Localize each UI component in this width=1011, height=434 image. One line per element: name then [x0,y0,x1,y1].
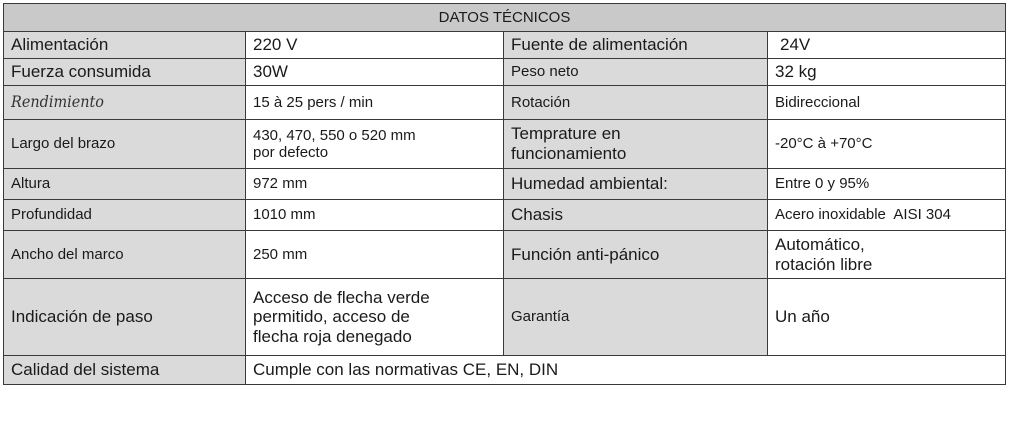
spec-label: Rendimiento [4,86,246,120]
table-row [4,59,1006,86]
spec-label: Temprature en funcionamiento [504,120,768,169]
spec-value: 32 kg [768,59,1006,86]
table-row [4,231,1006,279]
spec-label: Calidad del sistema [4,356,246,385]
spec-label: Ancho del marco [4,231,246,279]
spec-value: 972 mm [246,169,504,200]
spec-label: Chasis [504,200,768,231]
spec-label: Peso neto [504,59,768,86]
table-row [4,356,1006,385]
spec-value: Bidireccional [768,86,1006,120]
spec-label: Función anti-pánico [504,231,768,279]
spec-value: 250 mm [246,231,504,279]
table-title: DATOS TÉCNICOS [4,4,1006,32]
spec-value: Cumple con las normativas CE, EN, DIN [246,356,1006,385]
spec-label: Indicación de paso [4,279,246,356]
table-row [4,86,1006,120]
spec-value: 1010 mm [246,200,504,231]
spec-value: 15 à 25 pers / min [246,86,504,120]
spec-label: Altura [4,169,246,200]
spec-sheet [3,3,1005,385]
spec-value: Entre 0 y 95% [768,169,1006,200]
table-row [4,279,1006,356]
technical-data-table [3,3,1006,385]
spec-value: 24V [768,32,1006,59]
table-row [4,169,1006,200]
spec-label: Humedad ambiental: [504,169,768,200]
table-row [4,120,1006,169]
spec-label: Largo del brazo [4,120,246,169]
spec-label: Fuerza consumida [4,59,246,86]
spec-label: Profundidad [4,200,246,231]
spec-value: Un año [768,279,1006,356]
spec-label: Fuente de alimentación [504,32,768,59]
spec-value: 220 V [246,32,504,59]
spec-label: Rotación [504,86,768,120]
table-row [4,200,1006,231]
spec-label: Alimentación [4,32,246,59]
table-row [4,32,1006,59]
spec-label: Garantía [504,279,768,356]
table-header-row [4,4,1006,32]
spec-value: Acero inoxidable AISI 304 [768,200,1006,231]
spec-value: -20°C à +70°C [768,120,1006,169]
spec-value: 30W [246,59,504,86]
spec-value: 430, 470, 550 o 520 mm por defecto [246,120,504,169]
spec-value: Automático, rotación libre [768,231,1006,279]
spec-value: Acceso de flecha verde permitido, acceso de flecha roja denegado [246,279,504,356]
